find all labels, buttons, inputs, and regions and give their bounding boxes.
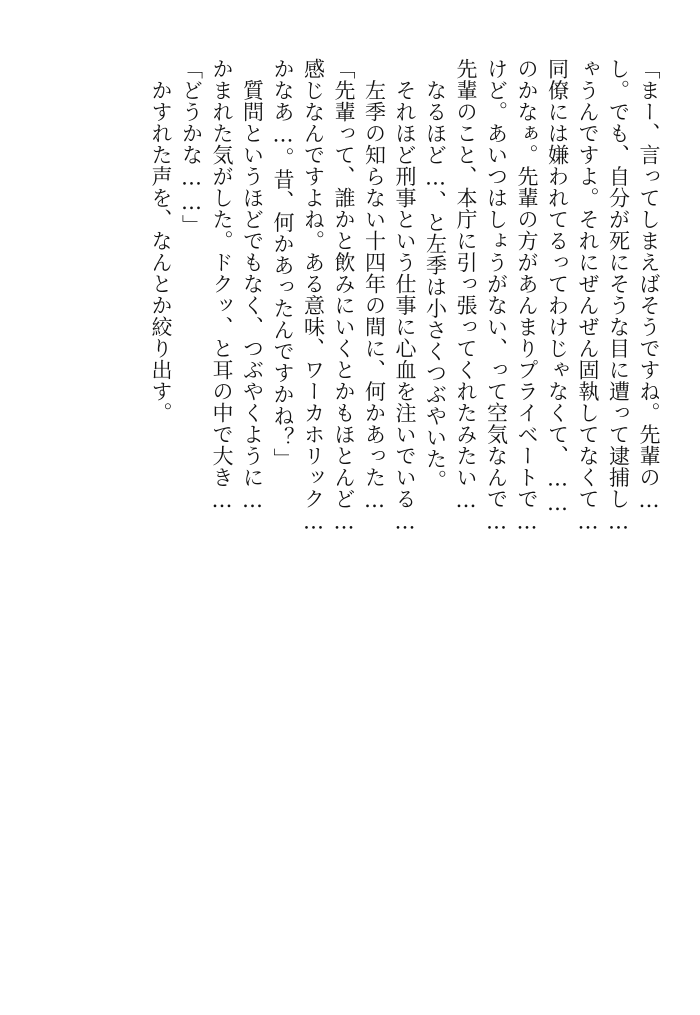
text-column: かなあ…。昔、何かあったんですかね？」 (271, 58, 295, 470)
text-column: 質問というほどでもなく、つぶやくように… (240, 58, 265, 513)
text-column: なるほど…、と左季は小さくつぶやいた。 (423, 58, 448, 491)
text-column: のかなぁ。先輩の方があんまりプライベートで… (515, 58, 539, 534)
text-column: かまれた気がした。ドクッ、と耳の中で大き… (210, 58, 234, 513)
text-column: 感じなんですよね。ある意味、ワーカホリック… (301, 58, 326, 534)
text-column: 左季の知らない十四年の間に、何かあった… (362, 58, 387, 513)
text-column: ゃうんですよ。それにぜんぜん固執してなくて… (576, 58, 600, 534)
text-column: 先輩のこと、本庁に引っ張ってくれたみたい… (454, 58, 478, 513)
text-column: それほど刑事という仕事に心血を注いでいる… (393, 58, 417, 534)
text-column: 「どうかな……」 (179, 58, 204, 236)
text-column: 「まー、言ってしまえばそうですね。先輩の… (637, 58, 661, 513)
text-column: けど。あいつはしょうがない、って空気なんで… (484, 58, 509, 534)
text-column: 「先輩って、誰かと飲みにいくとかもほとんど… (332, 58, 356, 534)
text-column: し。でも、自分が死にそうな目に遭って逮捕し… (606, 58, 631, 534)
vertical-text-body (146, 58, 665, 998)
text-column: かすれた声を、なんとか絞り出す。 (149, 58, 173, 424)
text-column: 同僚には嫌われてるってわけじゃなくて、…… (545, 58, 570, 516)
